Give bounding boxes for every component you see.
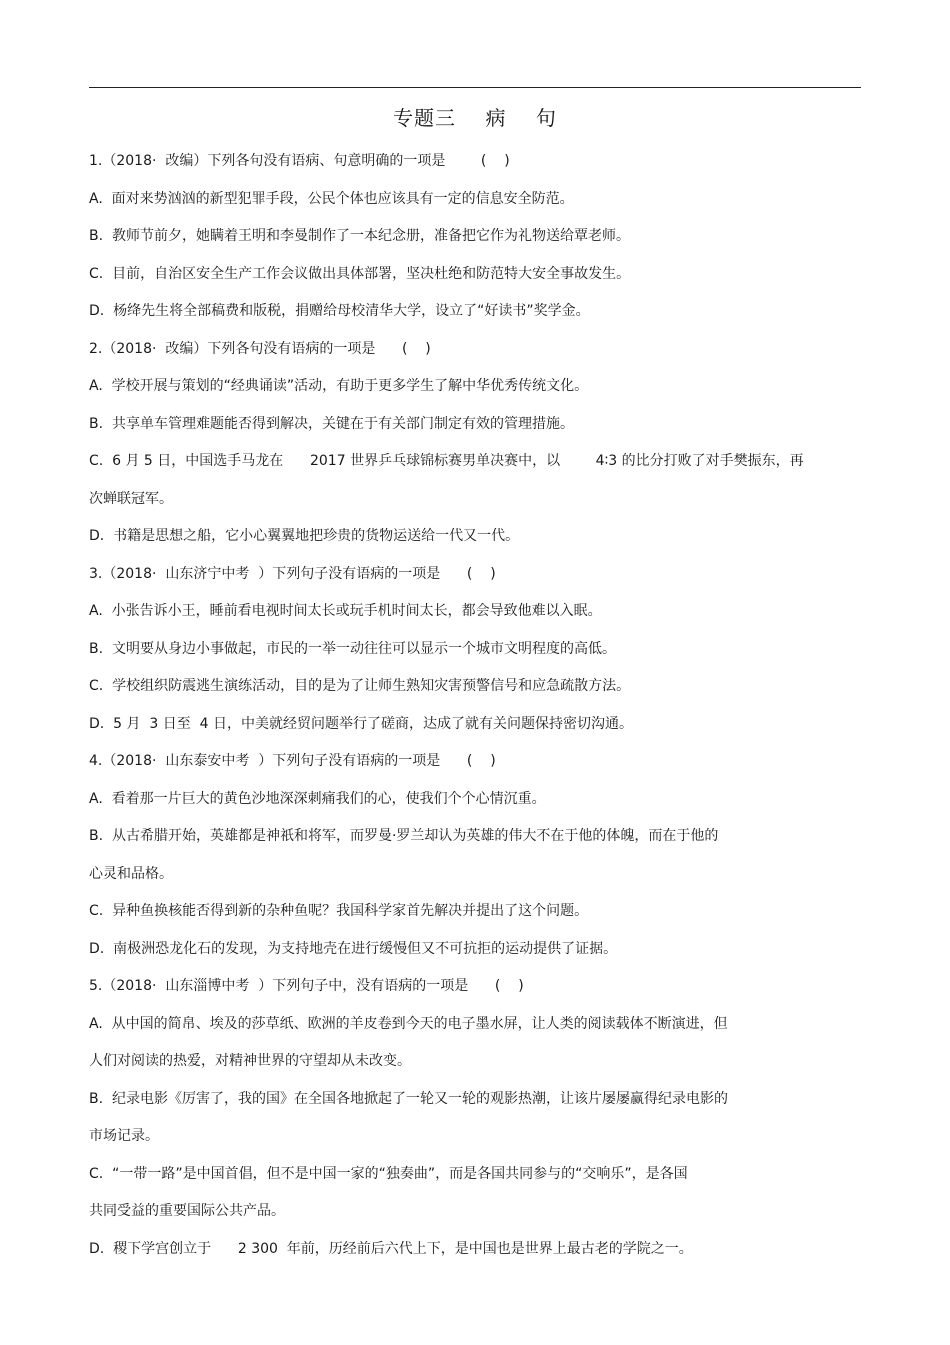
question-2-option-a: A. 学校开展与策划的“经典诵读”活动，有助于更多学生了解中华优秀传统文化。 xyxy=(89,378,589,394)
question-4-option-a: A. 看着那一片巨大的黄色沙地深深刺痛我们的心，使我们个个心情沉重。 xyxy=(89,790,546,807)
question-4-option-b: B. 从古希腊开始，英雄都是神祇和将军，而罗曼·罗兰却认为英雄的伟大不在于他的体魄，而在于他的 xyxy=(89,828,719,844)
question-3-option-c: C. 学校组织防震逃生演练活动，目的是为了让师生熟知灾害预警信号和应急疏散方法。 xyxy=(89,678,631,694)
question-5-option-a-cont: 人们对阅读的热爱，对精神世界的守望却从未改变。 xyxy=(89,1053,411,1069)
question-5-option-a: A. 从中国的简帛、埃及的莎草纸、欧洲的羊皮卷到今天的电子墨水屏，让人类的阅读载体不断演进，但 xyxy=(89,1015,728,1032)
question-5-option-d: D. 稷下学宫创立于 2 300 年前，历经前后六代上下，是中国也是世界上最古老的学院之一。 xyxy=(89,1240,693,1257)
question-2-option-c: C. 6 月 5 日，中国选手马龙在 2017 世界乒乓球锦标赛男单决赛中，以 4∶3 的比分打败了对手樊振东，再 xyxy=(89,453,804,469)
question-3-option-d: D. 5 月 3 日至 4 日，中美就经贸问题举行了磋商，达成了就有关问题保持密切沟通。 xyxy=(89,715,634,732)
question-3-option-b: B. 文明要从身边小事做起，市民的一举一动往往可以显示一个城市文明程度的高低。 xyxy=(89,640,616,657)
question-1-option-c: C. 目前，自治区安全生产工作会议做出具体部署，坚决杜绝和防范特大安全事故发生。 xyxy=(89,265,631,282)
question-5-option-c: C. “一带一路”是中国首倡，但不是中国一家的“独奏曲”，而是各国共同参与的“交响乐”，是各国 xyxy=(89,1165,688,1182)
header-rule xyxy=(89,87,861,88)
question-3-option-a: A. 小张告诉小王，睡前看电视时间太长或玩手机时间太长，都会导致他难以入眠。 xyxy=(89,603,602,619)
question-list xyxy=(89,147,859,1272)
question-4-option-c: C. 异种鱼换核能否得到新的杂种鱼呢？我国科学家首先解决并提出了这个问题。 xyxy=(89,903,589,919)
question-5-option-b-cont: 市场记录。 xyxy=(89,1128,159,1144)
question-1-option-b: B. 教师节前夕，她瞒着王明和李曼制作了一本纪念册，准备把它作为礼物送给覃老师。 xyxy=(89,228,630,244)
question-2-option-b: B. 共享单车管理难题能否得到解决，关键在于有关部门制定有效的管理措施。 xyxy=(89,415,574,432)
question-5-option-b: B. 纪录电影《厉害了，我的国》在全国各地掀起了一轮又一轮的观影热潮，让该片屡屡赢得纪录电影的 xyxy=(89,1090,728,1107)
question-1-option-a: A. 面对来势汹汹的新型犯罪手段，公民个体也应该具有一定的信息安全防范。 xyxy=(89,190,574,207)
question-2-stem: 2.（2018· 改编）下列各句没有语病的一项是 ( ) xyxy=(89,340,431,357)
question-4-option-d: D. 南极洲恐龙化石的发现，为支持地壳在进行缓慢但又不可抗拒的运动提供了证据。 xyxy=(89,940,618,957)
question-5-option-c-cont: 共同受益的重要国际公共产品。 xyxy=(89,1203,285,1219)
question-4-option-b-cont: 心灵和品格。 xyxy=(89,865,173,882)
question-4-stem: 4.（2018· 山东泰安中考 ）下列句子没有语病的一项是 ( ) xyxy=(89,753,496,769)
question-2-option-c-cont: 次蝉联冠军。 xyxy=(89,490,173,507)
question-2-option-d: D. 书籍是思想之船，它小心翼翼地把珍贵的货物运送给一代又一代。 xyxy=(89,528,520,544)
page-title: 专题三 病 句 xyxy=(393,106,557,130)
question-3-stem: 3.（2018· 山东济宁中考 ）下列句子没有语病的一项是 ( ) xyxy=(89,565,496,582)
question-1-stem: 1.（2018· 改编）下列各句没有语病、句意明确的一项是 ( ) xyxy=(89,153,510,169)
question-5-stem: 5.（2018· 山东淄博中考 ）下列句子中，没有语病的一项是 ( ) xyxy=(89,978,524,994)
question-1-option-d: D. 杨绛先生将全部稿费和版税，捐赠给母校清华大学，设立了“好读书”奖学金。 xyxy=(89,303,590,319)
